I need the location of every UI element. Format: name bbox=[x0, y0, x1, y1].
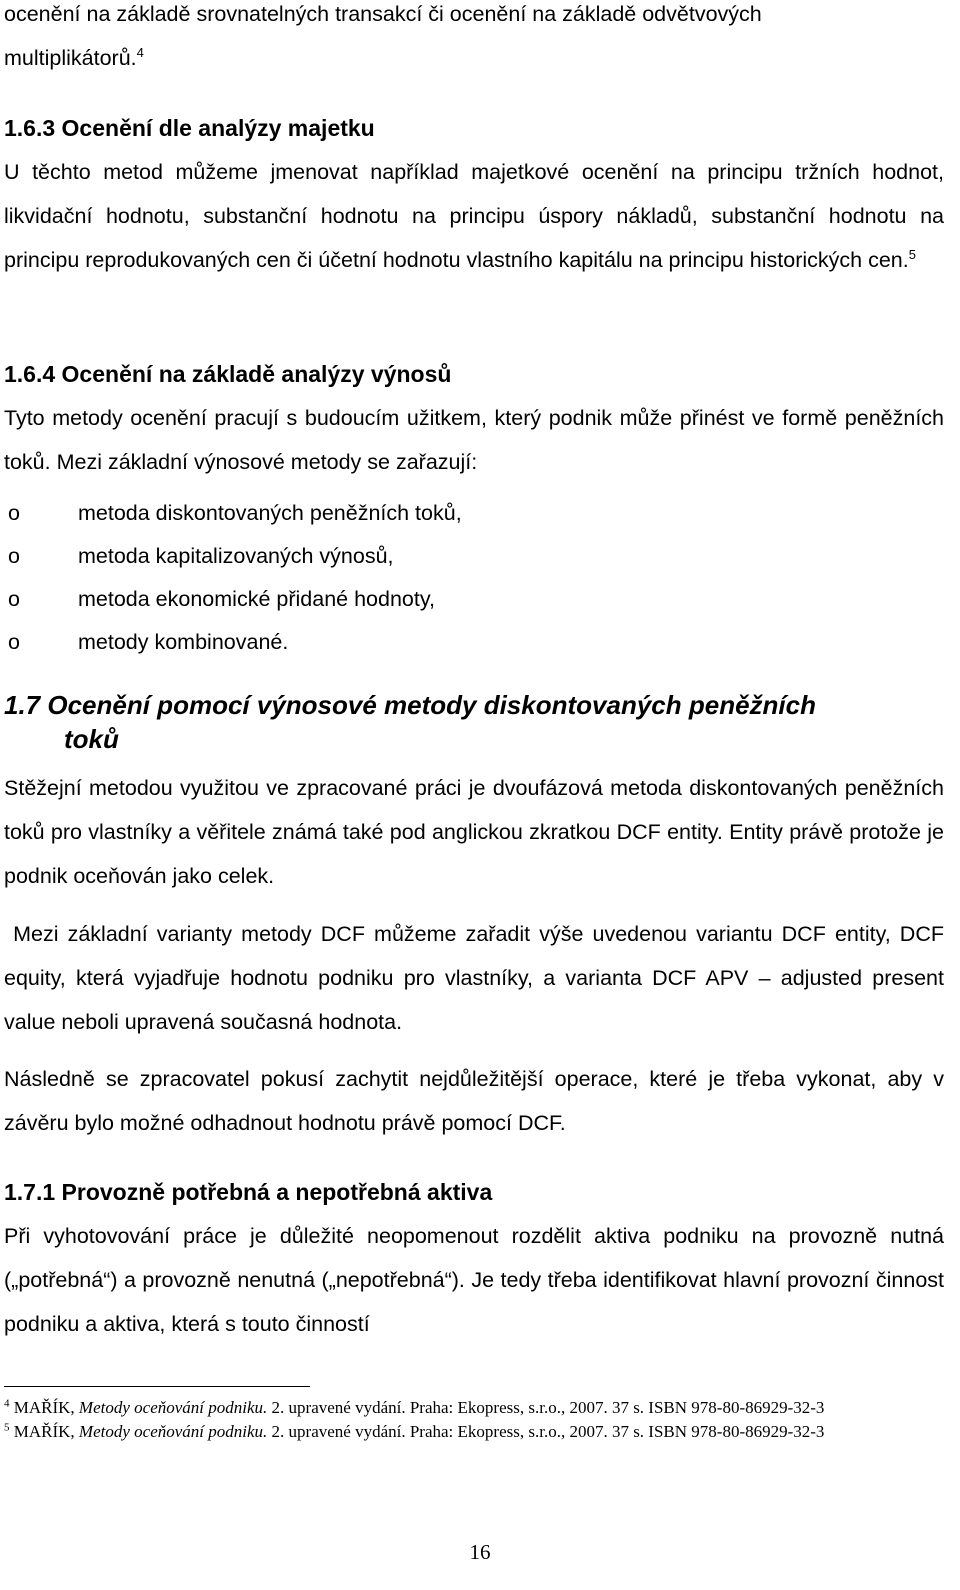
list-item-text: metoda ekonomické přidané hodnoty, bbox=[78, 587, 435, 611]
section-1-7-1 bbox=[0, 1170, 960, 1346]
footnote-title: Metody oceňování podniku. bbox=[78, 1422, 268, 1441]
list-item-text: metoda kapitalizovaných výnosů, bbox=[78, 544, 394, 568]
section-1-6-4 bbox=[0, 352, 960, 664]
page-number: 16 bbox=[469, 1540, 491, 1564]
section-1-6-3 bbox=[0, 106, 960, 282]
continuation-paragraph bbox=[0, 0, 960, 80]
footnote-title: Metody oceňování podniku. bbox=[78, 1398, 268, 1417]
chapter-heading bbox=[0, 688, 960, 756]
bullet-mark: o bbox=[8, 501, 20, 525]
list-item bbox=[0, 535, 960, 578]
footnote-number: 5 bbox=[4, 1421, 10, 1434]
section-paragraph: Mezi základní varianty metody DCF můžeme zařadit výše uvedenou variantu DCF entity, DCF equity, která vyjadřuje hodnotu podniku pro vlastníky, a varianta DCF APV – adjusted present value neboli upravená současná hodnota. bbox=[4, 922, 950, 1034]
footnote-details: 2. upravené vydání. Praha: Ekopress, s.r.o., 2007. 37 s. ISBN 978-80-86929-32-3 bbox=[267, 1398, 825, 1417]
footnote-ref-5: 5 bbox=[908, 246, 916, 262]
section-paragraph: Stěžejní metodou využitou ve zpracované práci je dvoufázová metoda diskontovaných peněžních toků pro vlastníky a věřitele známá také pod anglickou zkratkou DCF entity. Entity právě protože je podnik oceňován jako celek. bbox=[4, 776, 944, 888]
bullet-mark: o bbox=[8, 587, 20, 611]
footnotes bbox=[4, 1396, 940, 1444]
section-paragraph: Při vyhotovování práce je důležité neopomenout rozdělit aktiva podniku na provozně nutná („potřebná“) a provozně nenutná („nepotřebná“). Je tedy třeba identifikovat hlavní provozní činnost podniku a aktiva, která s touto činností bbox=[4, 1224, 944, 1336]
continuation-line-2: multiplikátorů. bbox=[4, 46, 137, 70]
footnote-ref-4: 4 bbox=[136, 44, 144, 60]
bullet-list bbox=[0, 492, 960, 664]
section-paragraph: Následně se zpracovatel pokusí zachytit nejdůležitější operace, které je třeba vykonat, aby v závěru bylo možné odhadnout hodnotu právě pomocí DCF. bbox=[4, 1067, 944, 1135]
chapter-heading-line-1: 1.7 Ocenění pomocí výnosové metody diskontovaných peněžních bbox=[4, 690, 816, 720]
chapter-heading-line-2: toků bbox=[64, 724, 119, 754]
list-item bbox=[0, 578, 960, 621]
list-item-text: metoda diskontovaných peněžních toků, bbox=[78, 501, 462, 525]
section-heading: 1.6.3 Ocenění dle analýzy majetku bbox=[4, 115, 375, 141]
footnote-details: 2. upravené vydání. Praha: Ekopress, s.r.o., 2007. 37 s. ISBN 978-80-86929-32-3 bbox=[267, 1422, 825, 1441]
section-paragraph: Tyto metody ocenění pracují s budoucím užitkem, který podnik může přinést ve formě peněžních toků. Mezi základní výnosové metody se zařazují: bbox=[4, 406, 944, 474]
footnote-author: MAŘÍK, bbox=[13, 1422, 79, 1441]
paragraph-text: U těchto metod můžeme jmenovat například majetkové ocenění na principu tržních hodnot, likvidační hodnotu, substanční hodnotu na principu úspory nákladů, substanční hodnotu na principu reprodukovaných cen či účetní hodnotu vlastního kapitálu na principu historických cen. bbox=[4, 160, 944, 272]
footnote-number: 4 bbox=[4, 1397, 10, 1410]
footnote-author: MAŘÍK, bbox=[13, 1398, 79, 1417]
section-1-7 bbox=[0, 688, 960, 1145]
bullet-mark: o bbox=[8, 630, 20, 654]
list-item bbox=[0, 621, 960, 664]
footnote-separator bbox=[4, 1386, 310, 1387]
footnote bbox=[4, 1396, 940, 1420]
bullet-mark: o bbox=[8, 544, 20, 568]
continuation-text bbox=[0, 0, 960, 80]
section-heading: 1.6.4 Ocenění na základě analýzy výnosů bbox=[4, 361, 452, 387]
section-paragraph bbox=[0, 150, 960, 282]
footnote bbox=[4, 1420, 940, 1444]
list-item bbox=[0, 492, 960, 535]
continuation-line-1: ocenění na základě srovnatelných transakcí či ocenění na základě odvětvových bbox=[4, 2, 762, 26]
list-item-text: metody kombinované. bbox=[78, 630, 289, 654]
section-heading: 1.7.1 Provozně potřebná a nepotřebná aktiva bbox=[4, 1179, 493, 1205]
